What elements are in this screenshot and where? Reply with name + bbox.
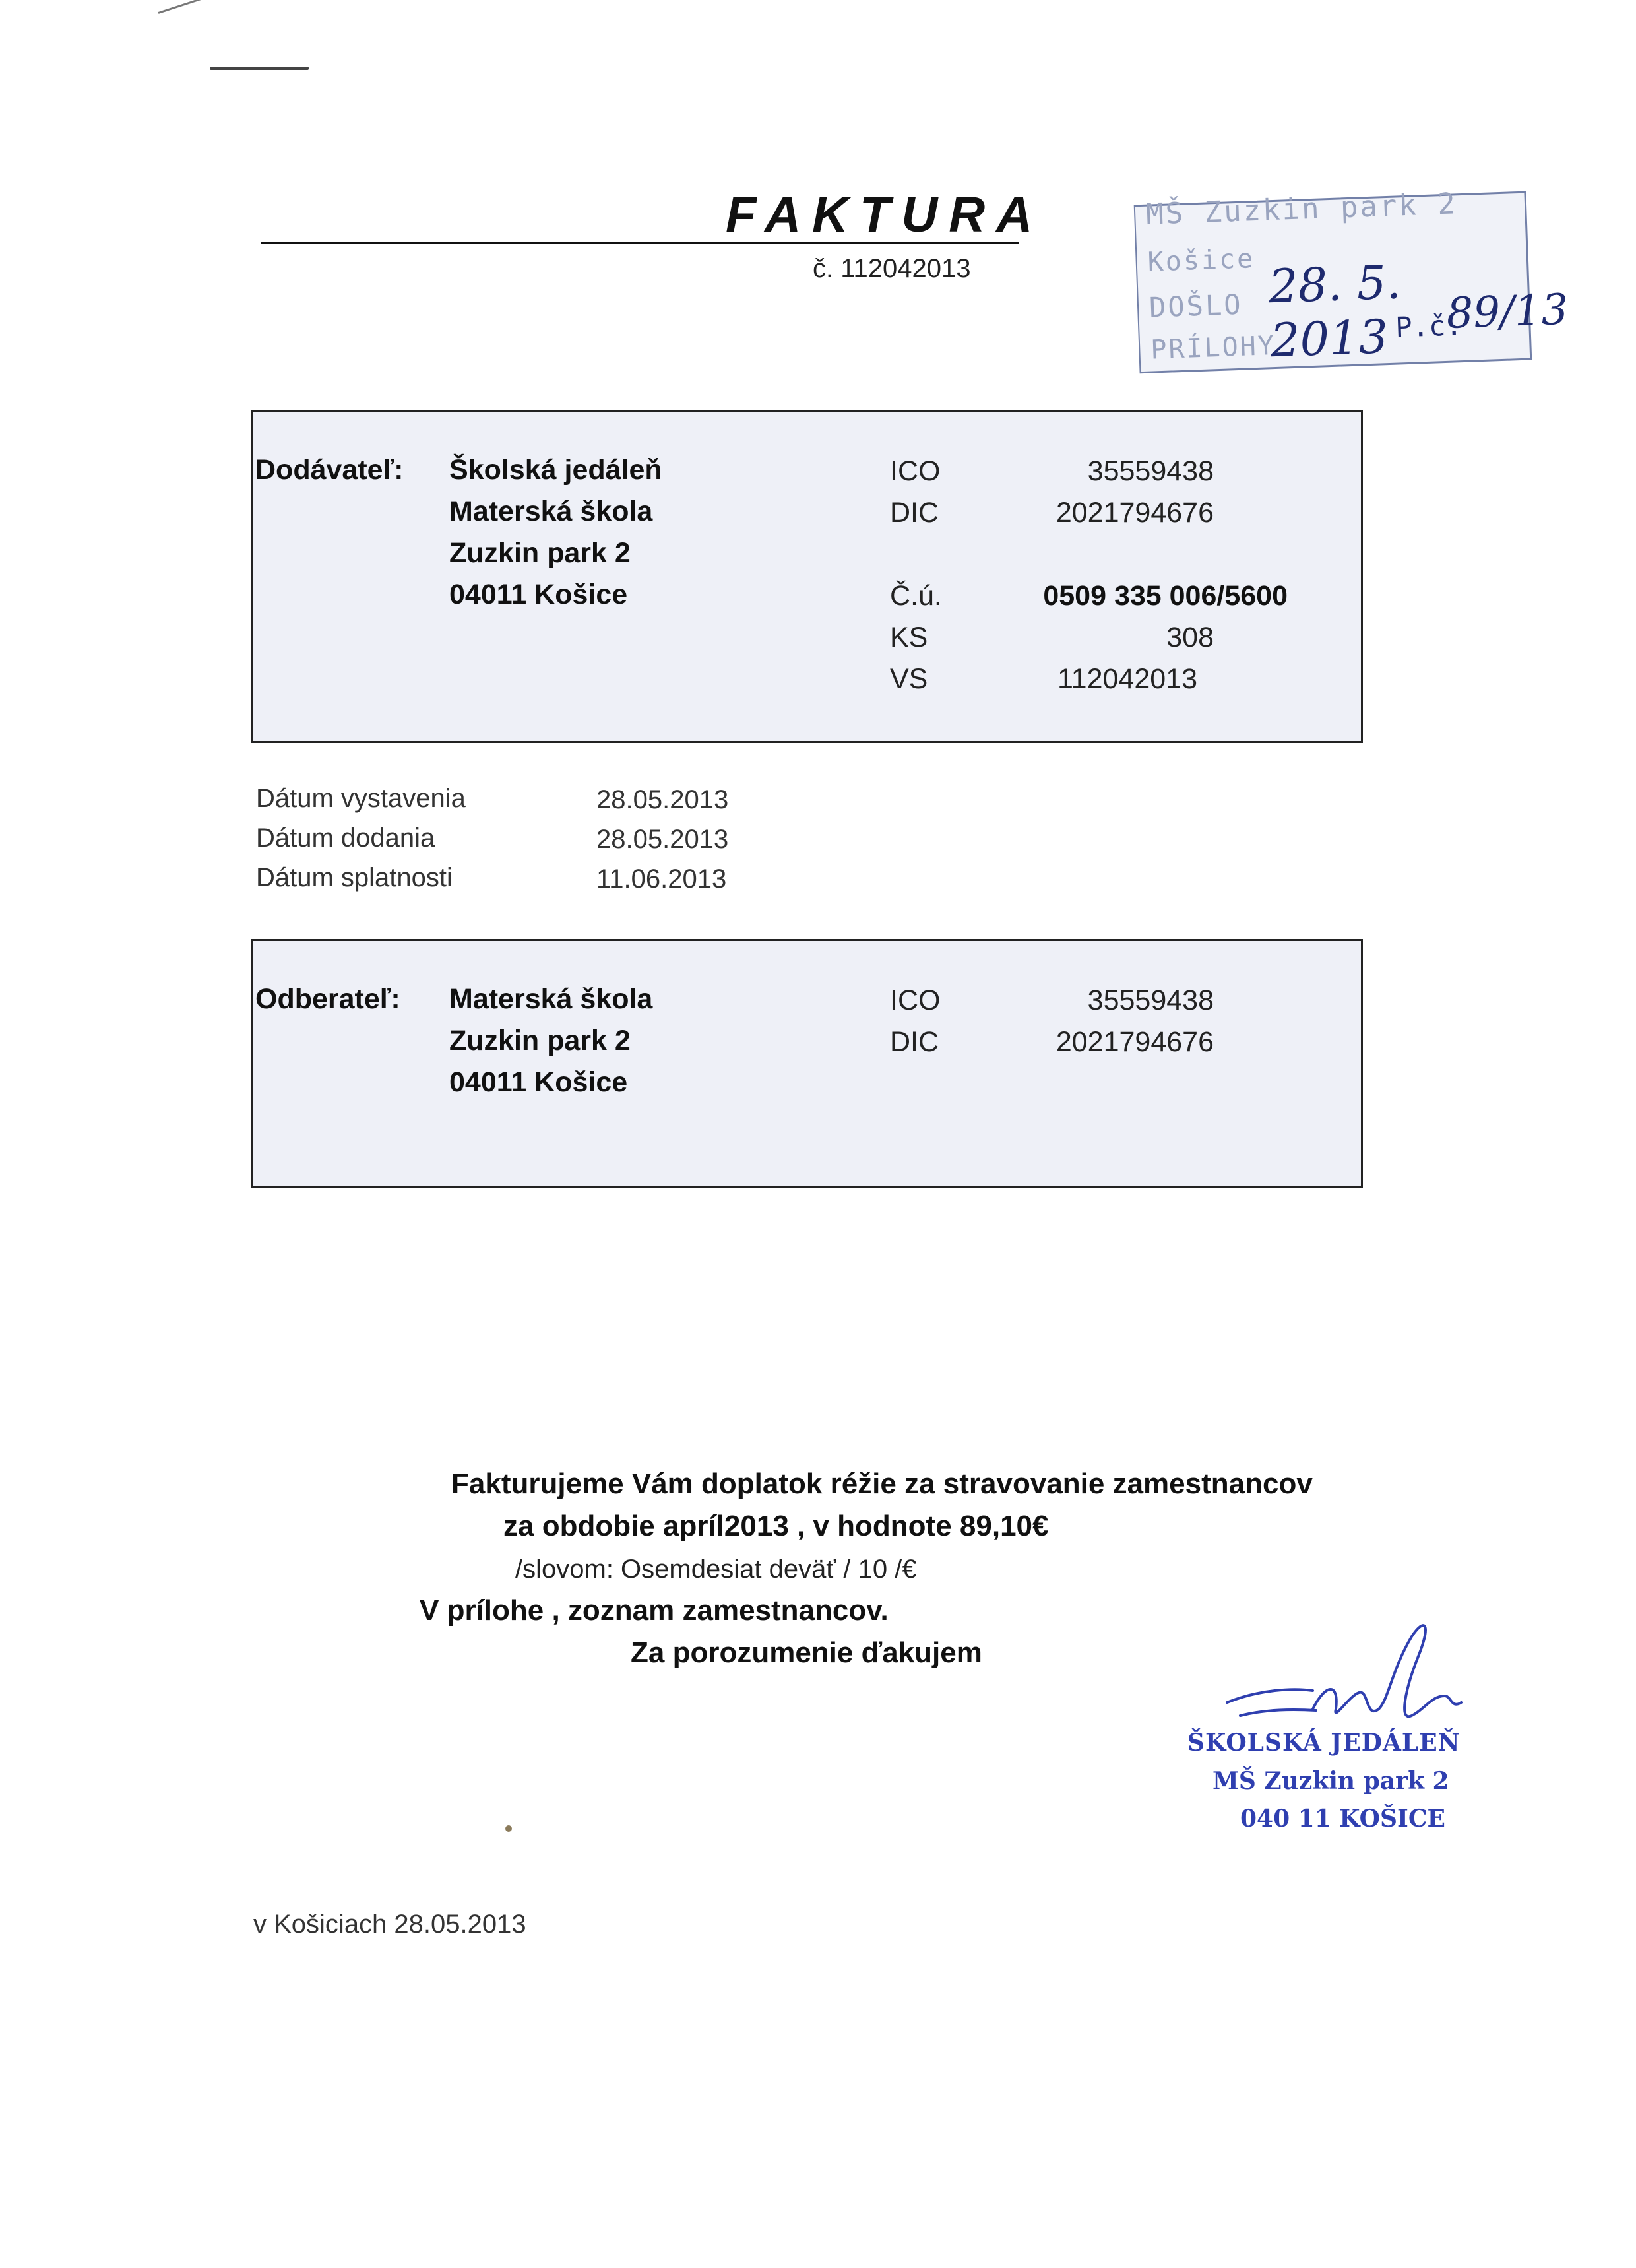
stamp-received-date: 28. 5. 2013 xyxy=(1267,255,1402,368)
date-delivered-label: Dátum dodania xyxy=(256,824,435,853)
received-stamp xyxy=(1126,151,1569,376)
invoice-number: č. 112042013 xyxy=(813,254,971,283)
message-amount-words: /slovom: Osemdesiat deväť / 10 /€ xyxy=(515,1555,917,1584)
supplier-account-key: Č.ú. xyxy=(890,580,942,612)
message-line-2: za obdobie apríl2013 , v hodnote 89,10€ xyxy=(503,1510,1049,1542)
stamp-line-1: MŠ Zuzkin park 2 xyxy=(1145,187,1458,232)
supplier-label: Dodávateľ: xyxy=(255,454,404,486)
signature-stamp xyxy=(1187,1610,1491,1861)
handwritten-signature xyxy=(1201,1610,1478,1749)
stamp-address: MŠ Zuzkin park 2 xyxy=(1212,1767,1449,1795)
stamp-attachments-label: PRÍLOHY xyxy=(1150,330,1276,366)
message-line-1: Fakturujeme Vám doplatok réžie za stravovanie zamestnancov xyxy=(451,1468,1313,1500)
customer-street: Zuzkin park 2 xyxy=(449,1025,631,1056)
supplier-dic-key: DIC xyxy=(890,497,939,529)
supplier-line: Materská škola xyxy=(449,496,653,527)
customer-label: Odberateľ: xyxy=(255,983,400,1015)
stamp-reg-label: P.č. xyxy=(1395,309,1463,344)
supplier-ico-key: ICO xyxy=(890,455,941,487)
place-and-date: v Košiciach 28.05.2013 xyxy=(253,1910,526,1939)
scan-speck xyxy=(505,1825,512,1832)
supplier-ico-value: 35559438 xyxy=(1087,455,1214,487)
date-due-label: Dátum splatnosti xyxy=(256,863,453,892)
customer-ico-value: 35559438 xyxy=(1087,985,1214,1016)
stamp-city: 040 11 KOŠICE xyxy=(1240,1805,1445,1832)
date-delivered-value: 28.05.2013 xyxy=(596,825,729,854)
date-due-value: 11.06.2013 xyxy=(596,864,727,893)
customer-city: 04011 Košice xyxy=(449,1066,628,1098)
stamp-name: ŠKOLSKÁ JEDÁLEŇ xyxy=(1187,1729,1461,1757)
customer-dic-value: 2021794676 xyxy=(1055,1026,1214,1058)
supplier-vs-value: 112042013 xyxy=(1057,663,1197,695)
supplier-vs-key: VS xyxy=(890,663,928,695)
customer-box xyxy=(251,939,1363,1188)
stamp-received-label: DOŠLO xyxy=(1148,288,1243,324)
message-thanks: Za porozumenie ďakujem xyxy=(631,1636,982,1669)
scan-mark xyxy=(158,0,247,14)
supplier-account-value: 0509 335 006/5600 xyxy=(1043,580,1288,612)
document-title: FAKTURA xyxy=(726,187,1044,243)
supplier-street: Zuzkin park 2 xyxy=(449,537,631,569)
supplier-ks-value: 308 xyxy=(1166,622,1214,653)
customer-dic-key: DIC xyxy=(890,1026,939,1058)
stamp-line-2: Košice xyxy=(1147,243,1255,278)
supplier-city: 04011 Košice xyxy=(449,579,628,610)
date-issued-value: 28.05.2013 xyxy=(596,785,729,814)
scan-mark xyxy=(210,67,309,70)
supplier-dic-value: 2021794676 xyxy=(1055,497,1214,529)
customer-ico-key: ICO xyxy=(890,985,941,1016)
message-line-4: V prílohe , zoznam zamestnancov. xyxy=(420,1594,889,1627)
customer-name: Materská škola xyxy=(449,983,653,1015)
date-issued-label: Dátum vystavenia xyxy=(256,784,466,813)
supplier-name: Školská jedáleň xyxy=(449,454,662,486)
stamp-reg-number: 89/13 xyxy=(1445,285,1569,339)
supplier-ks-key: KS xyxy=(890,622,928,653)
